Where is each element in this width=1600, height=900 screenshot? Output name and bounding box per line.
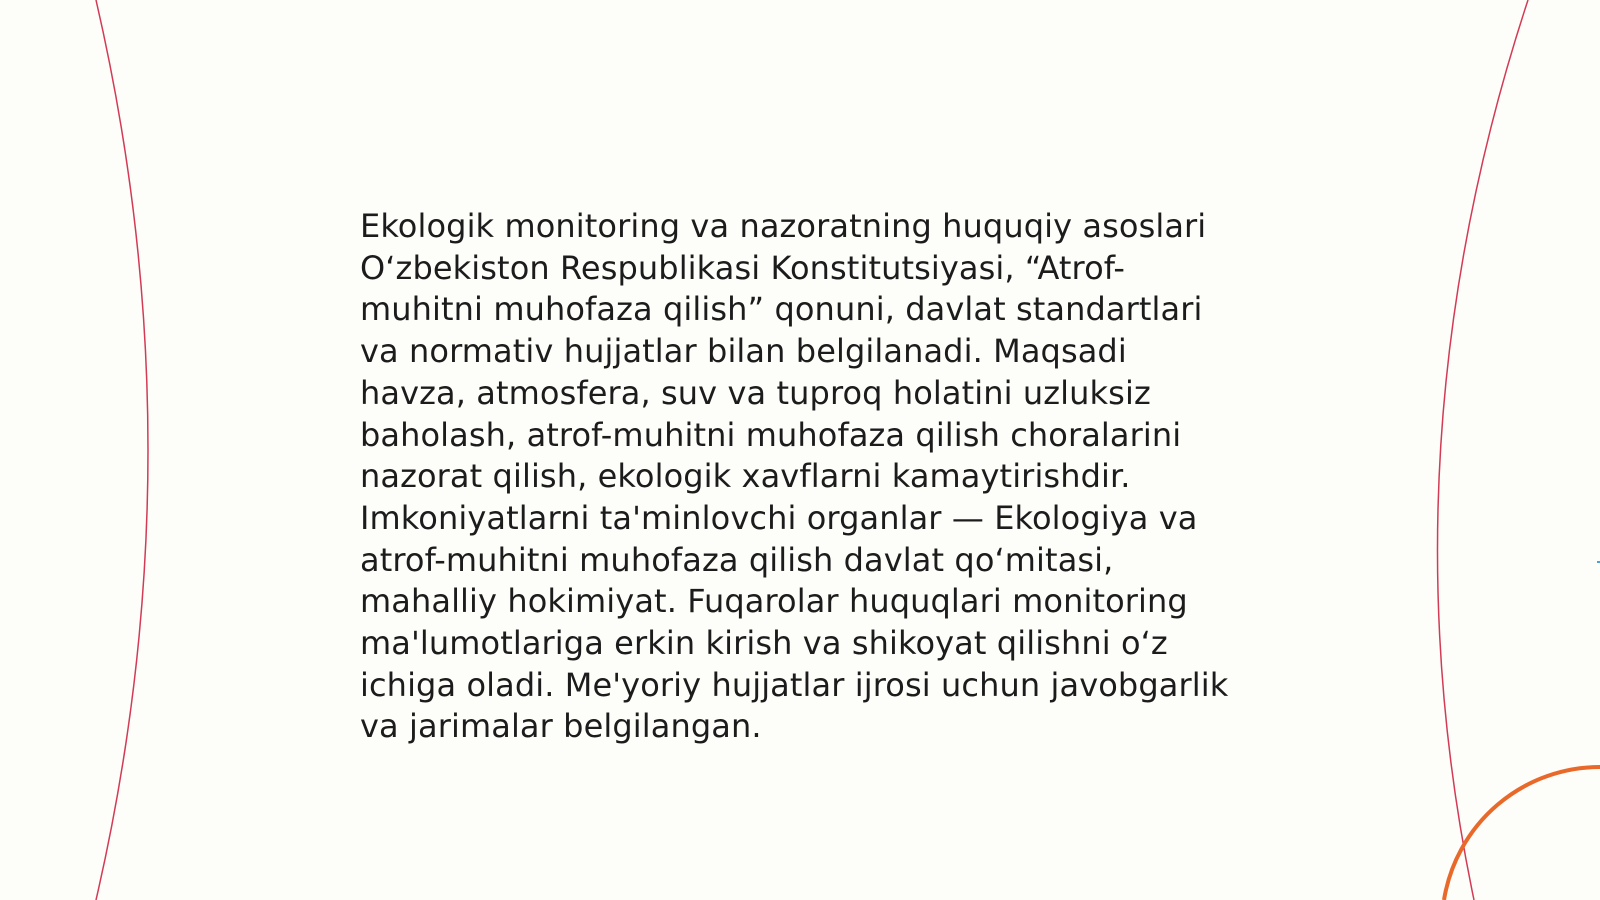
content-text-block (360, 206, 1260, 748)
right-arc-line (1437, 0, 1528, 900)
body-paragraph: Ekologik monitoring va nazoratning huquqiy asoslari O‘zbekiston Respublikasi Konstitutsiyasi, “Atrof- muhitni muhofaza qilish” qonuni, davlat standartlari va normativ hujjatlar bilan belgilanadi. Maqsadi havza, atmosfera, suv va tuproq holatini uzluksiz baholash, atrof-muhitni muhofaza qilish choralarini nazorat qilish, ekologik xavflarni kamaytirishdir. Imkoniyatlarni ta'minlovchi organlar — Ekologiya va atrof-muhitni muhofaza qilish davlat qo‘mitasi, mahalliy hokimiyat. Fuqarolar huquqlari monitoring ma'lumotlariga erkin kirish va shikoyat qilishni o‘z ichiga oladi. Me'yoriy hujjatlar ijrosi uchun javobgarlik va jarimalar belgilangan. (360, 207, 1229, 746)
left-arc-line (96, 0, 148, 900)
orange-corner-arc (1444, 767, 1600, 900)
